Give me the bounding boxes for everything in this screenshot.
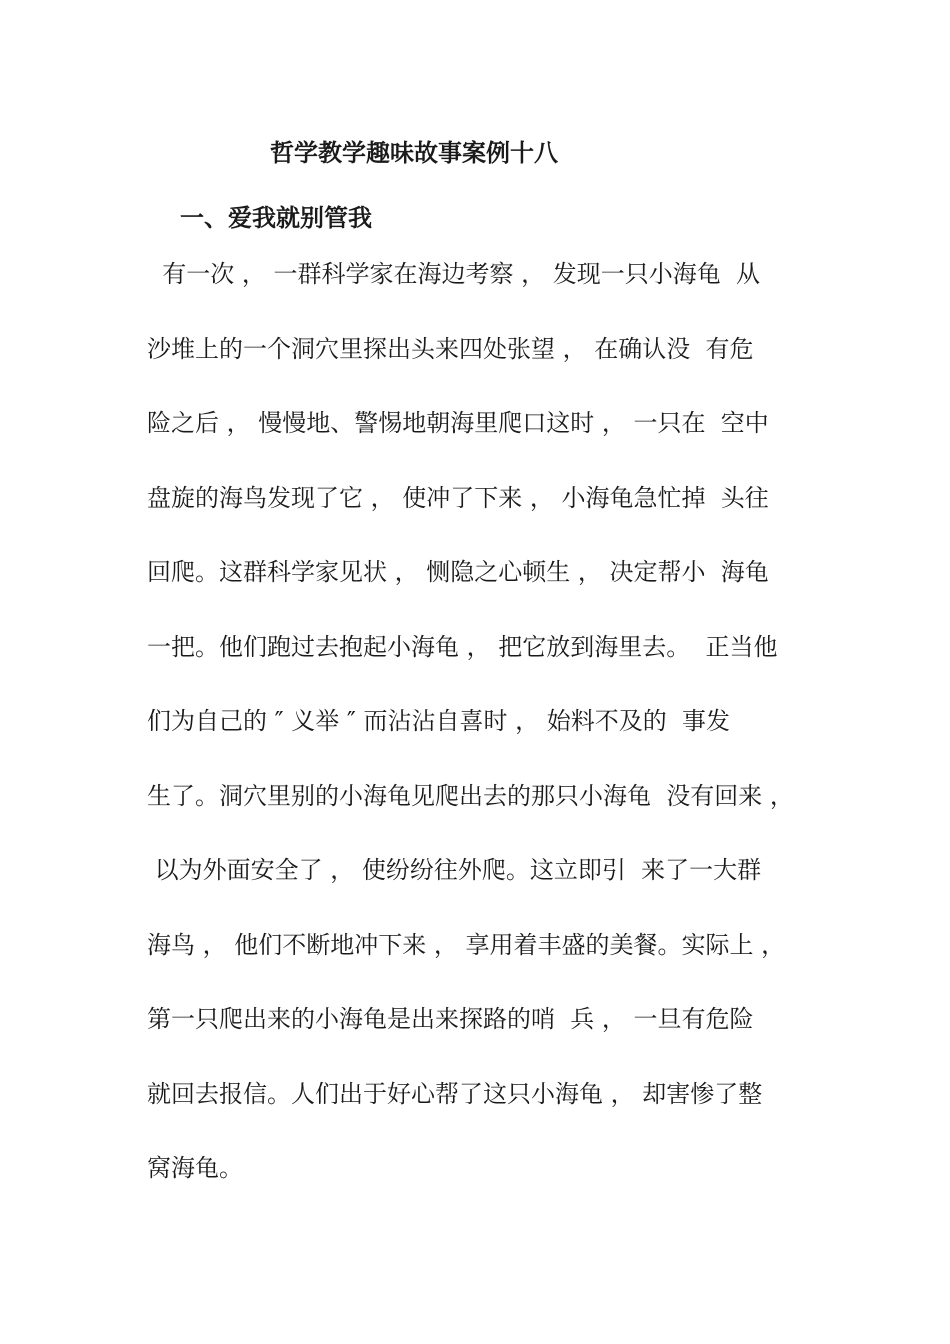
body-line: 盘旋的海鸟发现了它 ， 使冲了下来 ， 小海龟急忙掉 头往 <box>147 484 769 512</box>
body-line: 就回去报信。人们出于好心帮了这只小海龟 ， 却害惨了整 <box>147 1080 763 1108</box>
body-line: 一把。他们跑过去抱起小海龟 ， 把它放到海里去。 正当他 <box>147 633 778 661</box>
body-line: 险之后 ， 慢慢地、警惕地朝海里爬口这时 ， 一只在 空中 <box>147 409 769 437</box>
body-line: 窝海龟。 <box>147 1154 243 1182</box>
body-line: 有一次 ， 一群科学家在海边考察 ， 发现一只小海龟 从 <box>147 260 761 288</box>
body-line: 海鸟 ， 他们不断地冲下来 ， 享用着丰盛的美餐。实际上 ， <box>147 931 786 959</box>
body-line: 沙堆上的一个洞穴里探出头来四处张望 ， 在确认没 有危 <box>147 335 754 363</box>
section-heading: 一、爱我就别管我 <box>180 204 372 232</box>
body-line: 们为自己的 ″ 义举 ″ 而沾沾自喜时 ， 始料不及的 事发 <box>147 707 730 735</box>
body-line: 生了。洞穴里别的小海龟见爬出去的那只小海龟 没有回来 ， <box>147 782 794 810</box>
body-line: 以为外面安全了 ， 使纷纷往外爬。这立即引 来了一大群 <box>147 856 762 884</box>
body-line: 回爬。这群科学家见状 ， 恻隐之心顿生 ， 决定帮小 海龟 <box>147 558 769 586</box>
body-line: 第一只爬出来的小海龟是出来探路的哨 兵 ， 一旦有危险 <box>147 1005 754 1033</box>
document-title: 哲学教学趣味故事案例十八 <box>270 139 558 167</box>
